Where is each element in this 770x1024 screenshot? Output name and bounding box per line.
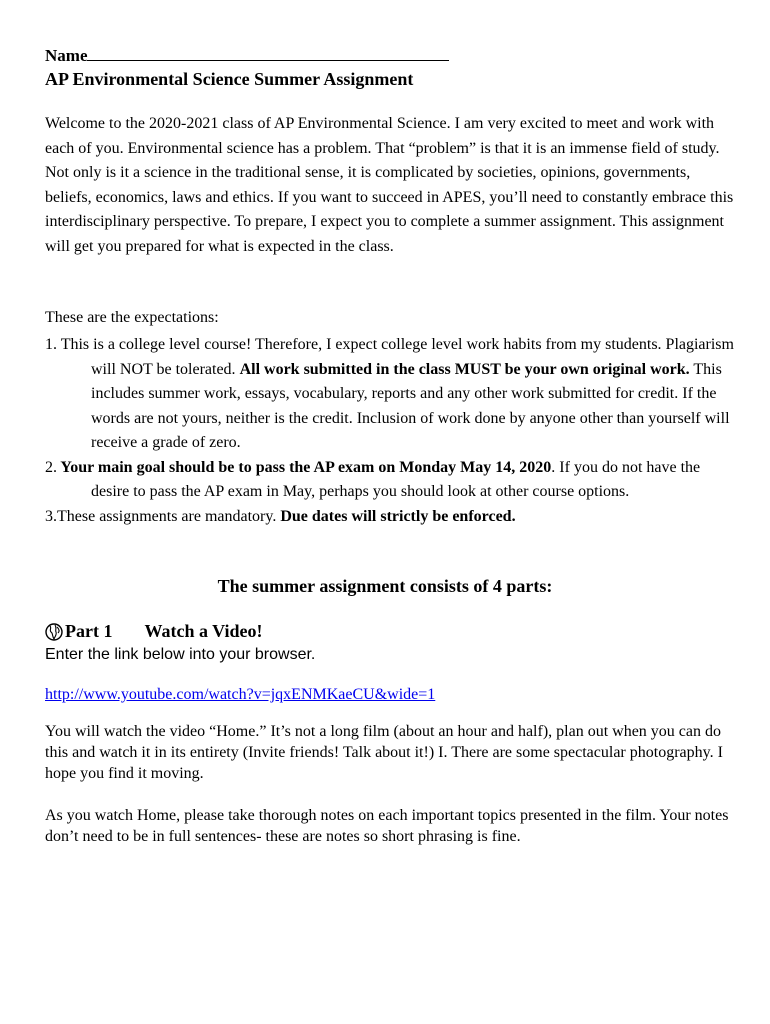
item-number: 2. <box>45 458 57 476</box>
document-title: AP Environmental Science Summer Assignment <box>45 69 414 89</box>
item-bold-text: All work submitted in the class MUST be your own original work. <box>239 360 690 378</box>
part-label: Part 1 <box>65 621 113 641</box>
video-paragraph: You will watch the video “Home.” It’s not a long film (about an hour and half), plan out when you can do this and watch it in its entirety (Invite friends! Talk about it!) I. There are some spectacular photography. I hope you find it moving. <box>45 723 723 782</box>
item-text: This includes summer work, essays, vocabulary, reports and any other work submitted for credit. If the words are not yours, neither is the credit. Inclusion of work done by anyone other than yourself will receive a grade of zero. <box>91 360 730 451</box>
expectations-heading: These are the expectations: <box>45 309 219 326</box>
item-bold-text: Due dates will strictly be enforced. <box>280 507 516 525</box>
list-item <box>45 505 735 530</box>
assignment-heading: The summer assignment consists of 4 parts: <box>217 576 553 596</box>
part-1-heading <box>45 621 263 642</box>
name-field[interactable] <box>45 46 449 66</box>
list-item <box>45 456 735 505</box>
part-title: Watch a Video! <box>144 621 263 641</box>
notes-paragraph: As you watch Home, please take thorough notes on each important topics presented in the film. Your notes don’t need to be in full sentences- these are notes so short phrasing is fine. <box>45 807 729 845</box>
item-text: . If you do not have the desire to pass the AP exam in May, perhaps you should look at other course options. <box>91 458 701 500</box>
intro-paragraph: Welcome to the 2020-2021 class of AP Environmental Science. I am very excited to meet and work with each of you. Environmental science has a problem. That “problem” is that it is an immense field of study. Not only is it a science in the traditional sense, it is complicated by societies, opinions, governments, beliefs, economics, laws and ethics. If you want to succeed in APES, you’ll need to constantly embrace this interdisciplinary perspective. To prepare, I expect you to complete a summer assignment. This assignment will get you prepared for what is expected in the class. <box>45 115 734 255</box>
item-number: 3. <box>45 507 57 525</box>
item-bold-text: Your main goal should be to pass the AP exam on Monday May 14, 2020 <box>57 458 552 476</box>
expectations-list <box>45 333 735 529</box>
item-text: These assignments are mandatory. <box>57 507 281 525</box>
list-item <box>45 333 735 456</box>
name-label: Name <box>45 46 88 65</box>
link-instruction: Enter the link below into your browser. <box>45 646 316 663</box>
name-blank-line[interactable] <box>87 46 449 61</box>
video-link[interactable]: http://www.youtube.com/watch?v=jqxENMKaeCU&wide=1 <box>45 686 436 703</box>
globe-icon <box>45 623 63 641</box>
item-text: This is a college level course! Therefore, I expect college level work habits from my students. Plagiarism will NOT be tolerated. <box>57 336 734 378</box>
item-number: 1. <box>45 336 57 353</box>
